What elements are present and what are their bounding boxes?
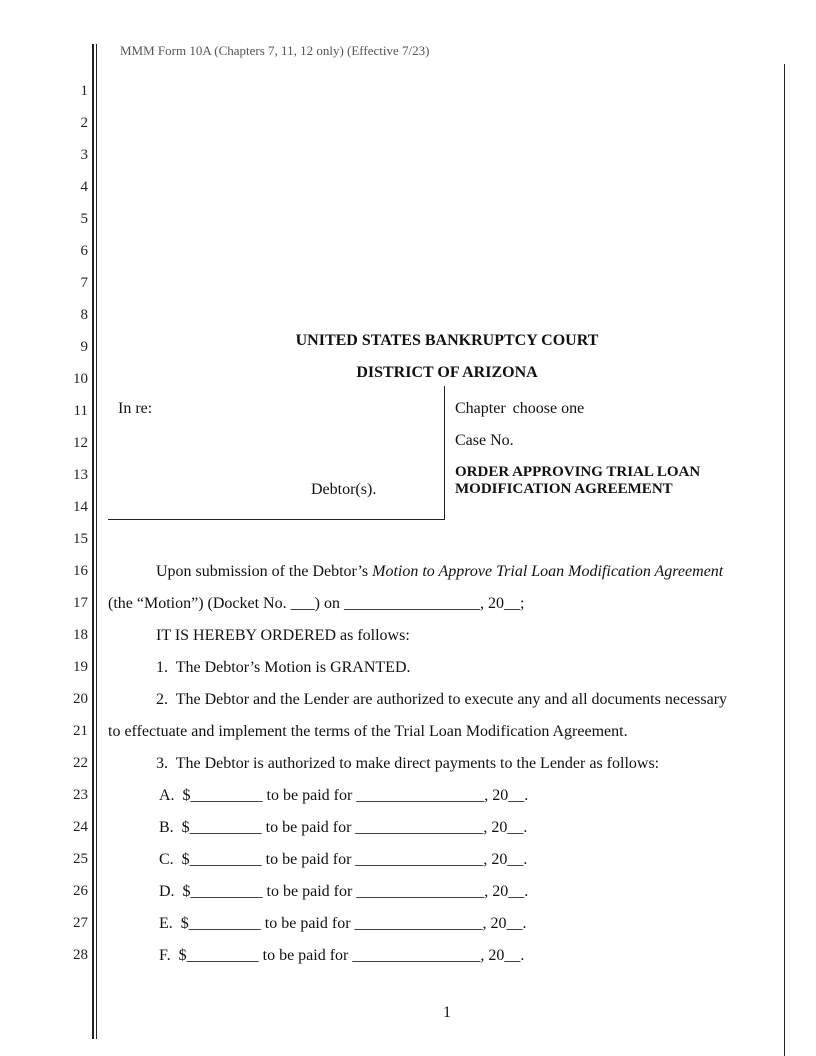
line-number: 16 xyxy=(73,563,88,579)
order-title xyxy=(455,464,700,498)
ordered-statement: IT IS HEREBY ORDERED as follows: xyxy=(156,627,410,644)
line-number: 21 xyxy=(73,723,88,739)
line-number: 28 xyxy=(73,947,88,963)
in-re-label: In re: xyxy=(118,400,153,417)
line-number: 7 xyxy=(80,275,88,291)
payment-line: F. $_________ to be paid for ________________, 20__. xyxy=(159,947,525,964)
court-district: DISTRICT OF ARIZONA xyxy=(356,364,538,381)
line-number: 26 xyxy=(73,883,88,899)
payment-line: B. $_________ to be paid for ________________, 20__. xyxy=(159,819,528,836)
order-title-line1: ORDER APPROVING TRIAL LOAN xyxy=(455,464,701,480)
line-number: 12 xyxy=(73,435,88,451)
line-number: 3 xyxy=(80,147,88,163)
court-name: UNITED STATES BANKRUPTCY COURT xyxy=(295,332,599,349)
chapter-field xyxy=(455,400,584,418)
payment-line: A. $_________ to be paid for ________________, 20__. xyxy=(159,787,529,804)
line-number: 20 xyxy=(73,691,88,707)
payment-line: D. $_________ to be paid for ________________, 20__. xyxy=(159,883,529,900)
payment-line: C. $_________ to be paid for ________________, 20__. xyxy=(159,851,528,868)
caption-bottom-rule xyxy=(108,519,445,520)
order-item-1: 1. The Debtor’s Motion is GRANTED. xyxy=(156,659,411,676)
line-number: 11 xyxy=(73,403,88,419)
line-number: 6 xyxy=(80,243,88,259)
line-number: 14 xyxy=(73,499,88,515)
line-number: 13 xyxy=(73,467,88,483)
chapter-label: Chapter xyxy=(455,400,506,417)
line-number: 19 xyxy=(73,659,88,675)
line-number: 23 xyxy=(73,787,88,803)
paragraph-1-line-1 xyxy=(156,563,723,581)
order-title-line2: MODIFICATION AGREEMENT xyxy=(455,481,673,497)
line-number: 5 xyxy=(80,211,88,227)
line-number: 9 xyxy=(80,339,88,355)
line-number: 2 xyxy=(80,115,88,131)
chapter-select[interactable]: choose one xyxy=(512,400,585,417)
line-number: 1 xyxy=(80,83,88,99)
right-margin-rule xyxy=(784,64,785,1056)
line-number: 15 xyxy=(73,531,88,547)
line-number: 22 xyxy=(73,755,88,771)
page-number: 1 xyxy=(443,1004,451,1021)
case-number-label: Case No. xyxy=(455,432,514,449)
order-item-2-line-2: to effectuate and implement the terms of the Trial Loan Modification Agreement. xyxy=(108,723,628,740)
debtor-label: Debtor(s). xyxy=(311,481,377,498)
line-number: 4 xyxy=(80,179,88,195)
left-margin-rule xyxy=(92,44,94,1039)
line-number: 10 xyxy=(73,371,88,387)
form-header: MMM Form 10A (Chapters 7, 11, 12 only) (Effective 7/23) xyxy=(120,43,430,58)
line-number: 25 xyxy=(73,851,88,867)
caption-divider xyxy=(444,386,445,520)
paragraph-1-line-2: (the “Motion”) (Docket No. ___) on _________________, 20__; xyxy=(108,595,525,612)
p1-text: Upon submission of the Debtor’s xyxy=(156,563,373,580)
payment-line: E. $_________ to be paid for ________________, 20__. xyxy=(159,915,527,932)
line-number: 24 xyxy=(73,819,88,835)
line-number: 8 xyxy=(80,307,88,323)
line-number: 27 xyxy=(73,915,88,931)
order-item-2-line-1: 2. The Debtor and the Lender are authorized to execute any and all documents necessary xyxy=(156,691,728,708)
motion-title: Motion to Approve Trial Loan Modification Agreement xyxy=(372,563,724,580)
order-item-3: 3. The Debtor is authorized to make direct payments to the Lender as follows: xyxy=(156,755,660,772)
left-margin-rule-inner xyxy=(96,44,97,1039)
line-number: 18 xyxy=(73,627,88,643)
line-number: 17 xyxy=(73,595,88,611)
